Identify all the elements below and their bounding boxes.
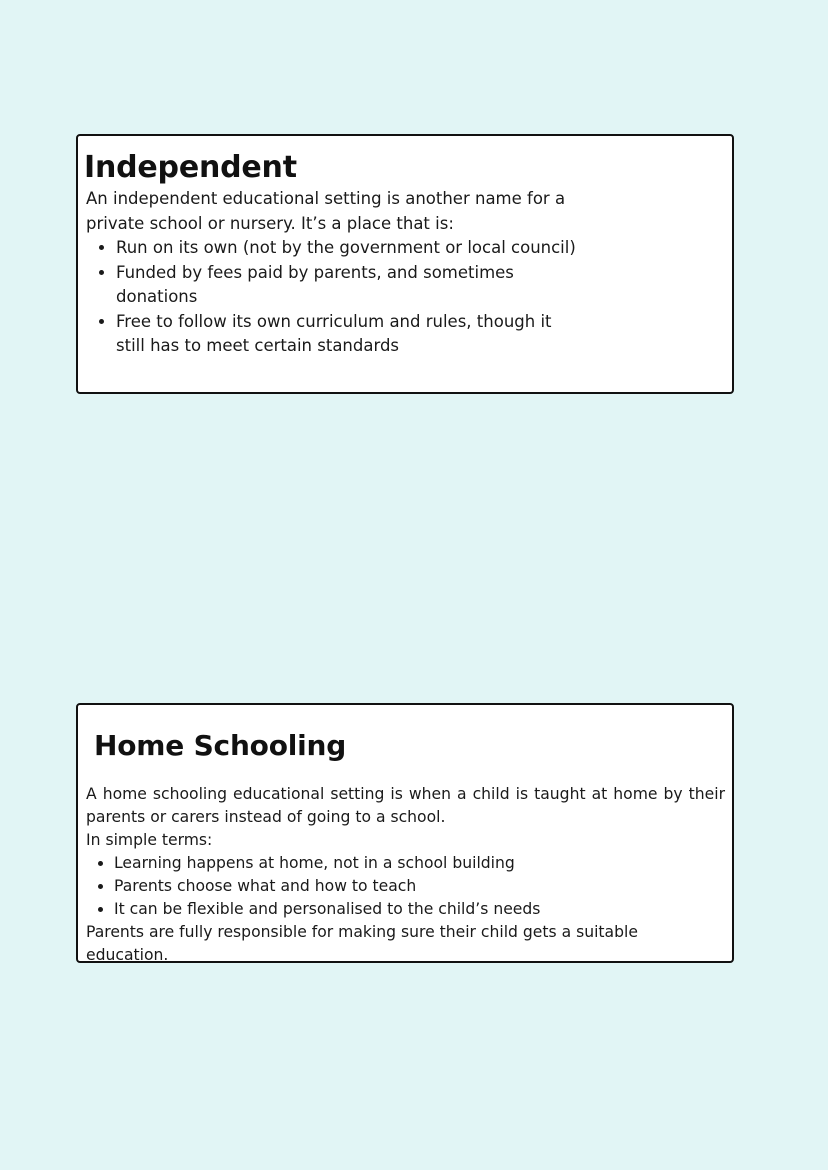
- independent-title: Independent: [84, 150, 297, 185]
- home-schooling-card: [76, 703, 734, 963]
- independent-card: [76, 134, 734, 394]
- home-schooling-body: [86, 783, 725, 967]
- independent-bullet-list: [86, 236, 576, 359]
- list-item: • Funded by fees paid by parents, and sometimes donations: [116, 261, 576, 310]
- home-schooling-lead: In simple terms:: [86, 831, 213, 849]
- independent-body: [86, 187, 576, 359]
- home-schooling-intro: A home schooling educational setting is when a child is taught at home by their parents or carers instead of going to a school.: [86, 785, 725, 826]
- list-item: • Run on its own (not by the government or local council): [116, 236, 576, 261]
- independent-intro: An independent educational setting is another name for a private school or nursery. It’s a place that is:: [86, 189, 566, 233]
- list-item: • Free to follow its own curriculum and rules, though it still has to meet certain standards: [116, 310, 576, 359]
- list-item: • It can be flexible and personalised to the child’s needs: [114, 898, 725, 921]
- home-schooling-bullet-list: [86, 852, 725, 921]
- home-schooling-closing: Parents are fully responsible for making sure their child gets a suitable education.: [86, 923, 638, 964]
- home-schooling-title: Home Schooling: [94, 729, 347, 762]
- list-item: • Parents choose what and how to teach: [114, 875, 725, 898]
- list-item: • Learning happens at home, not in a school building: [114, 852, 725, 875]
